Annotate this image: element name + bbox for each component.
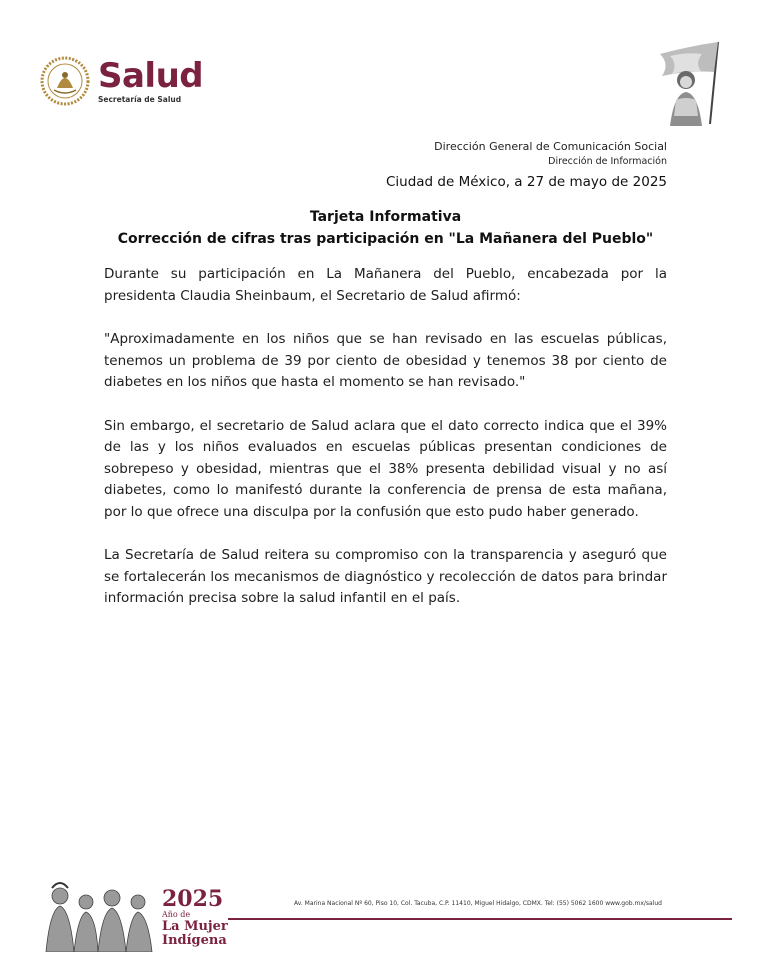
woman-with-flag-illustration — [640, 36, 732, 128]
footer — [0, 870, 768, 960]
footer-address: Av. Marina Nacional Nº 60, Piso 10, Col. Tacuba, C.P. 11410, Miguel Hidalgo, CDMX. Tel: (55) 5062 1600 www.gob.mx/salud — [294, 900, 662, 907]
paragraph-3: Sin embargo, el secretario de Salud aclara que el dato correcto indica que el 39% de las y los niños evaluados en escuelas públicas presentan condiciones de sobrepeso y obesidad, mientras que el 38% presenta debilidad visual y no así diabetes, como lo manifestó durante la conferencia de prensa de esta mañana, por lo que ofrece una disculpa por la confusión que esto pudo haber generado. — [104, 417, 667, 520]
org-line-general: Dirección General de Comunicación Social — [434, 140, 667, 153]
salud-logo — [40, 56, 203, 106]
title-line-1: Tarjeta Informativa — [309, 209, 462, 225]
year-motto — [162, 888, 228, 948]
document-date: Ciudad de México, a 27 de mayo de 2025 — [385, 174, 667, 190]
year-number: 2025 — [162, 886, 224, 912]
indigenous-women-illustration — [40, 876, 160, 952]
document-body — [104, 264, 667, 632]
brand-name: Salud — [98, 55, 204, 96]
org-line-direction: Dirección de Información — [548, 156, 667, 167]
year-name-line-1: La Mujer — [162, 919, 228, 934]
document-title — [104, 206, 667, 250]
org-header — [386, 139, 667, 193]
footer-divider — [228, 918, 732, 920]
mexico-seal-icon — [40, 56, 90, 106]
paragraph-1: Durante su participación en La Mañanera del Pueblo, encabezada por la presidenta Claudia Sheinbaum, el Secretario de Salud afirmó: — [104, 266, 667, 304]
paragraph-2-quote: "Aproximadamente en los niños que se han revisado en las escuelas públicas, tenemos un problema de 39 por ciento de obesidad y tenemos 38 por ciento de diabetes en los niños que hasta el momento se han revisado." — [104, 331, 667, 390]
brand-subtitle: Secretaría de Salud — [98, 94, 182, 104]
paragraph-4: La Secretaría de Salud reitera su compromiso con la transparencia y aseguró que se fortalecerán los mecanismos de diagnóstico y recolección de datos para brindar información precisa sobre la salud infantil en el país. — [104, 547, 667, 606]
year-name-line-2: Indígena — [162, 933, 227, 948]
title-line-2: Corrección de cifras tras participación en "La Mañanera del Pueblo" — [117, 231, 654, 247]
year-prefix: Año de — [162, 910, 191, 919]
